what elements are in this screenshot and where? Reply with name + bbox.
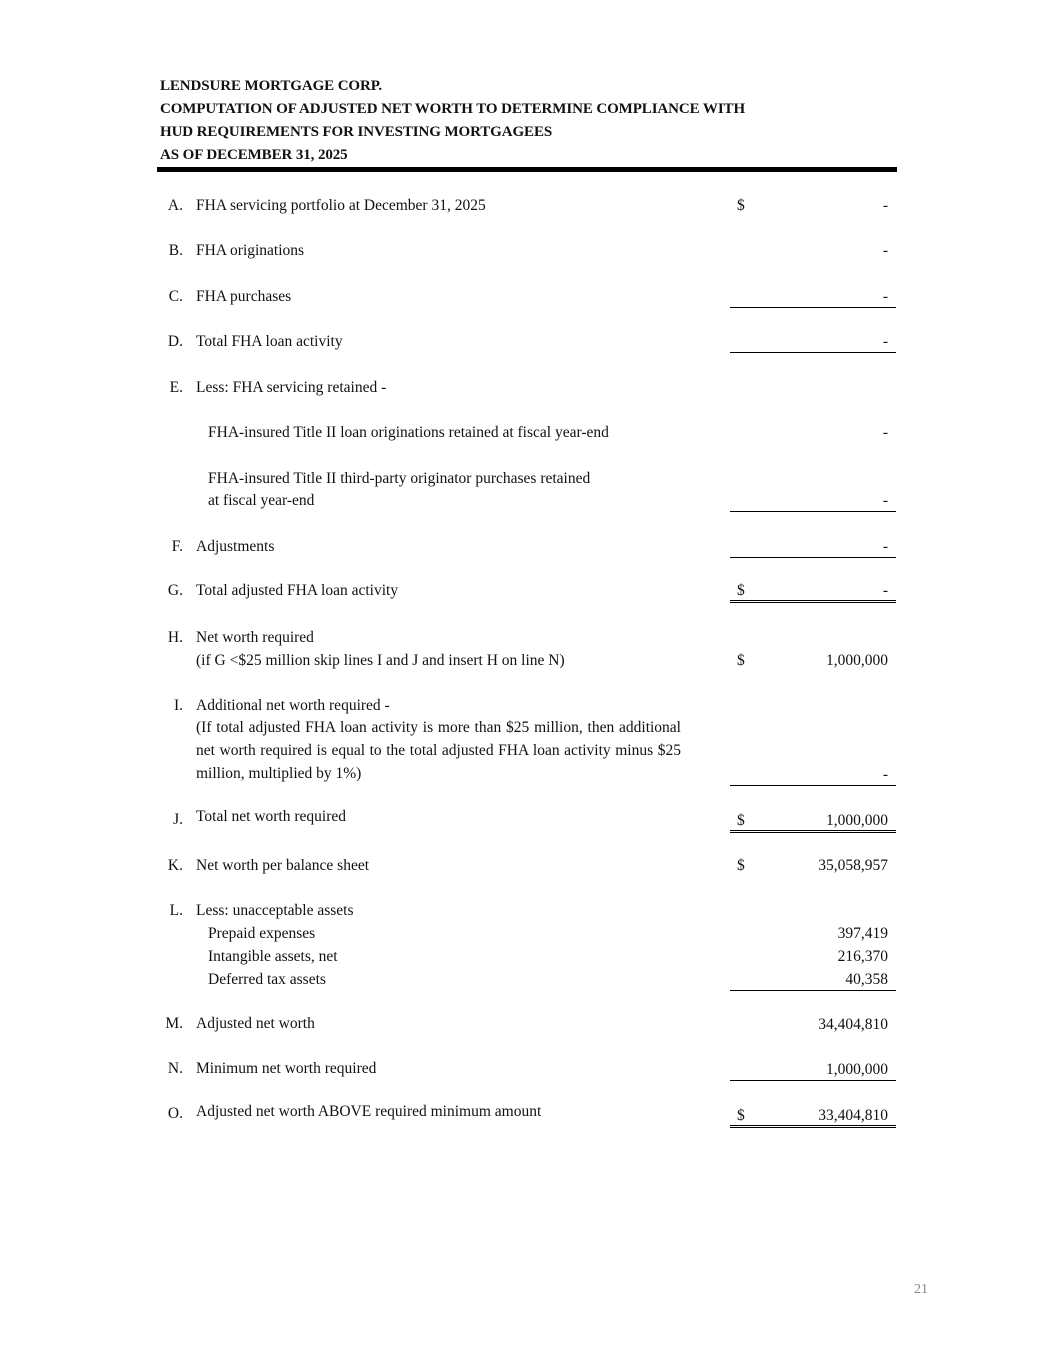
line-value: - bbox=[882, 333, 888, 350]
line-value: - bbox=[882, 242, 888, 259]
line-letter: J. bbox=[173, 811, 183, 828]
line-letter: H. bbox=[167, 629, 183, 646]
line-label: Less: unacceptable assets bbox=[196, 902, 354, 919]
line-letter: C. bbox=[168, 288, 183, 305]
line-label: Deferred tax assets bbox=[208, 971, 326, 988]
line-letter: O. bbox=[167, 1105, 183, 1122]
line-value: 35,058,957 bbox=[818, 857, 888, 874]
line-label: Prepaid expenses bbox=[208, 925, 316, 942]
line-e bbox=[0, 379, 1055, 399]
report-title-line1: COMPUTATION OF ADJUSTED NET WORTH TO DETERMINE COMPLIANCE WITH bbox=[160, 101, 746, 117]
line-label: Net worth required bbox=[196, 629, 314, 646]
dollar-sign: $ bbox=[737, 857, 745, 874]
line-label: FHA-insured Title II loan originations retained at fiscal year-end bbox=[208, 424, 609, 441]
dollar-sign: $ bbox=[737, 812, 745, 829]
line-value: - bbox=[882, 538, 888, 555]
line-letter: L. bbox=[169, 902, 183, 919]
line-l bbox=[0, 902, 1055, 922]
line-label: FHA purchases bbox=[196, 288, 292, 305]
line-l-item bbox=[0, 971, 1055, 991]
line-letter: M. bbox=[165, 1015, 183, 1032]
line-e-sub2 bbox=[0, 470, 1055, 490]
line-label: Minimum net worth required bbox=[196, 1060, 377, 1077]
line-label: Total adjusted FHA loan activity bbox=[196, 582, 399, 599]
header-rule bbox=[157, 167, 897, 172]
line-i-value bbox=[0, 766, 1055, 786]
line-n bbox=[0, 1060, 1055, 1080]
line-value: - bbox=[882, 766, 888, 783]
line-i bbox=[0, 697, 1055, 717]
line-letter: B. bbox=[168, 242, 183, 259]
line-label: Less: FHA servicing retained - bbox=[196, 379, 387, 396]
line-label: Adjustments bbox=[196, 538, 275, 555]
line-label: FHA servicing portfolio at December 31, 2025 bbox=[196, 197, 486, 214]
line-value: 1,000,000 bbox=[826, 1061, 888, 1078]
line-value: 397,419 bbox=[837, 925, 888, 942]
line-i-explanation: (If total adjusted FHA loan activity is more than $25 million, then additional net worth required is equal to the total adjusted FHA loan activity minus $25 million, multiplied by 1%) bbox=[196, 719, 681, 782]
line-letter: G. bbox=[167, 582, 183, 599]
line-f bbox=[0, 538, 1055, 558]
line-l-item bbox=[0, 948, 1055, 968]
line-letter: A. bbox=[167, 197, 183, 214]
line-h bbox=[0, 629, 1055, 649]
line-l-item bbox=[0, 925, 1055, 945]
dollar-sign: $ bbox=[737, 197, 745, 214]
line-b bbox=[0, 242, 1055, 262]
line-g bbox=[0, 582, 1055, 602]
line-label: Intangible assets, net bbox=[208, 948, 338, 965]
line-letter: N. bbox=[167, 1060, 183, 1077]
line-e-sub1 bbox=[0, 424, 1055, 444]
line-d bbox=[0, 333, 1055, 353]
line-value: 33,404,810 bbox=[818, 1107, 888, 1124]
line-value: - bbox=[882, 492, 888, 509]
company-name: LENDSURE MORTGAGE CORP. bbox=[160, 78, 383, 94]
dollar-sign: $ bbox=[737, 1107, 745, 1124]
line-letter: D. bbox=[167, 333, 183, 350]
line-letter: I. bbox=[173, 697, 183, 714]
line-note: (if G <$25 million skip lines I and J and insert H on line N) bbox=[196, 652, 565, 669]
line-value: - bbox=[882, 288, 888, 305]
line-j bbox=[0, 808, 1055, 828]
dollar-sign: $ bbox=[737, 582, 745, 599]
line-label: FHA originations bbox=[196, 242, 305, 259]
line-label: Adjusted net worth bbox=[196, 1015, 315, 1032]
line-label: Adjusted net worth ABOVE required minimum amount bbox=[196, 1103, 542, 1120]
line-o bbox=[0, 1103, 1055, 1123]
line-value: 40,358 bbox=[845, 971, 888, 988]
line-a bbox=[0, 197, 1055, 217]
dollar-sign: $ bbox=[737, 652, 745, 669]
line-value: 1,000,000 bbox=[826, 652, 888, 669]
report-date: AS OF DECEMBER 31, 2025 bbox=[160, 147, 348, 163]
line-label: Additional net worth required - bbox=[196, 697, 390, 714]
line-m bbox=[0, 1015, 1055, 1035]
line-label: Total net worth required bbox=[196, 808, 346, 825]
line-letter: F. bbox=[171, 538, 183, 555]
line-value: - bbox=[882, 424, 888, 441]
line-label: Net worth per balance sheet bbox=[196, 857, 370, 874]
line-value: 216,370 bbox=[837, 948, 888, 965]
line-k bbox=[0, 857, 1055, 877]
line-label: at fiscal year-end bbox=[208, 492, 315, 509]
line-label: FHA-insured Title II third-party originator purchases retained bbox=[208, 470, 591, 487]
line-value: 34,404,810 bbox=[818, 1016, 888, 1033]
line-letter: K. bbox=[167, 857, 183, 874]
line-letter: E. bbox=[169, 379, 183, 396]
line-c bbox=[0, 288, 1055, 308]
line-value: 1,000,000 bbox=[826, 812, 888, 829]
page-number: 21 bbox=[914, 1282, 928, 1297]
line-e-sub2-cont bbox=[0, 492, 1055, 512]
line-value: - bbox=[882, 197, 888, 214]
report-title-line2: HUD REQUIREMENTS FOR INVESTING MORTGAGEES bbox=[160, 124, 553, 140]
line-value: - bbox=[882, 582, 888, 599]
line-h-cont bbox=[0, 652, 1055, 672]
line-label: Total FHA loan activity bbox=[196, 333, 343, 350]
